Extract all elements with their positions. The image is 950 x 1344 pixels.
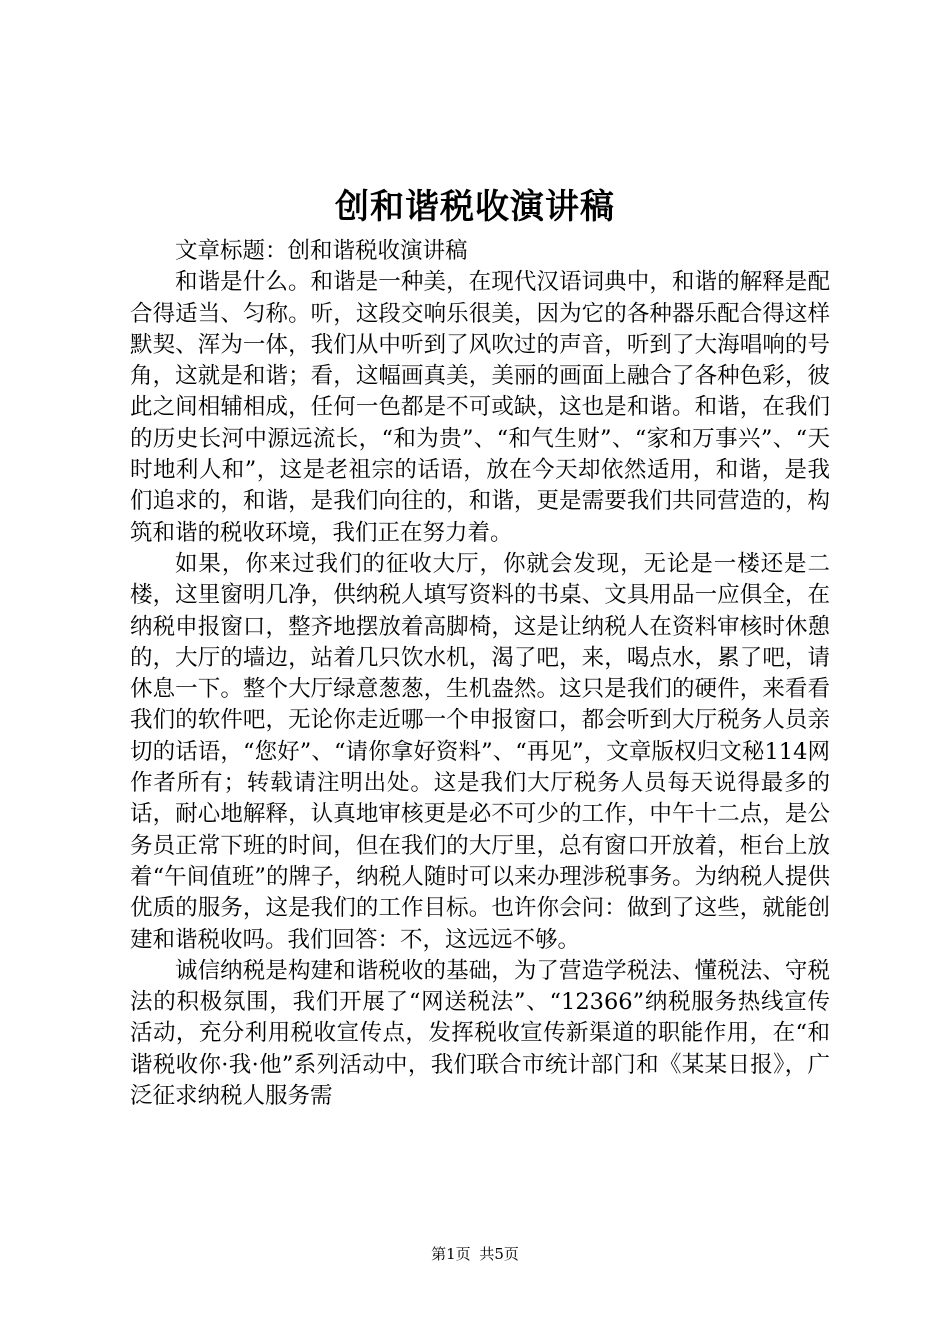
page-number-footer: 第1页 共5页 [431,1245,519,1263]
paragraph-2: 如果，你来过我们的征收大厅，你就会发现，无论是一楼还是二楼，这里窗明几净，供纳税人填写资料的书桌、文具用品一应俱全，在纳税申报窗口，整齐地摆放着高脚椅，这是让纳税人在资料审核时休憩的，大厅的墙边，站着几只饮水机，渴了吧，来，喝点水，累了吧，请休息一下。整个大厅绿意葱葱，生机盎然。这只是我们的硬件，来看看我们的软件吧，无论你走近哪一个申报窗口，都会听到大厅税务人员亲切的话语，“您好”、“请你拿好资料”、“再见”，文章版权归文秘114网作者所有；转载请注明出处。这是我们大厅税务人员每天说得最多的话，耐心地解释，认真地审核更是必不可少的工作，中午十二点，是公务员正常下班的时间，但在我们的大厅里，总有窗口开放着，柜台上放着“午间值班”的牌子，纳税人随时可以来办理涉税事务。为纳税人提供优质的服务，这是我们的工作目标。也许你会问：做到了这些，就能创建和谐税收吗。我们回答：不，这远远不够。 [130,550,830,953]
paragraph-3: 诚信纳税是构建和谐税收的基础，为了营造学税法、懂税法、守税法的积极氛围，我们开展了“网送税法”、“12366”纳税服务热线宣传活动，充分利用税收宣传点，发挥税收宣传新渠道的职能作用，在“和谐税收你·我·他”系列活动中，我们联合市统计部门和《某某日报》，广泛征求纳税人服务需 [130,957,830,1110]
article-title-line: 文章标题：创和谐税收演讲稿 [175,238,468,264]
paragraph-1: 和谐是什么。和谐是一种美，在现代汉语词典中，和谐的解释是配合得适当、匀称。听，这段交响乐很美，因为它的各种器乐配合得这样默契、浑为一体，我们从中听到了风吹过的声音，听到了大海唱响的号角，这就是和谐；看，这幅画真美，美丽的画面上融合了各种色彩，彼此之间相辅相成，任何一色都是不可或缺，这也是和谐。和谐，在我们的历史长河中源远流长，“和为贵”、“和气生财”、“家和万事兴”、“天时地利人和”，这是老祖宗的话语，放在今天却依然适用，和谐，是我们追求的，和谐，是我们向往的，和谐，更是需要我们共同营造的，构筑和谐的税收环境，我们正在努力着。 [130,269,830,546]
document-title: 创和谐税收演讲稿 [335,187,615,227]
document-body [130,236,830,1112]
